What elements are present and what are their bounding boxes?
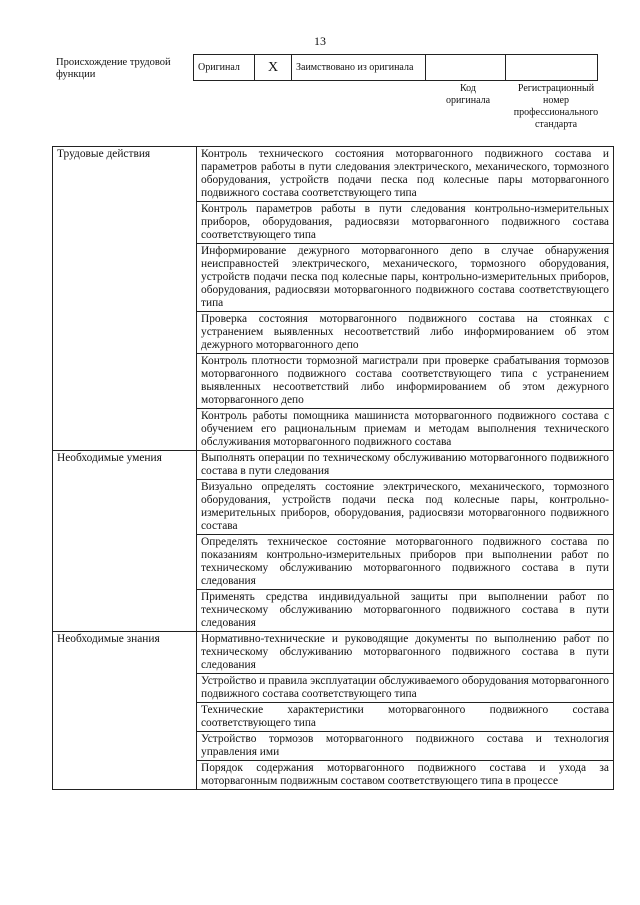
item-cell: Порядок содержания моторвагонного подвижного состава и ухода за моторвагонным подвижным составом соответствующего типа в процессе: [197, 761, 614, 790]
item-cell: Контроль плотности тормозной магистрали при проверке срабатывания тормозов моторвагонного подвижного состава соответствующего типа с устранением выявленных несоответствий либо информированием об этом дежурного моторвагонного депо: [197, 354, 614, 409]
category-cell: Необходимые умения: [53, 451, 197, 632]
original-cell: Оригинал: [194, 55, 255, 81]
item-cell: Выполнять операции по техническому обслуживанию моторвагонного подвижного состава в пути следования: [197, 451, 614, 480]
origin-table: [193, 54, 598, 81]
table-row: [53, 147, 614, 202]
item-cell: Определять техническое состояние моторвагонного подвижного состава по показаниям контрольно-измерительных приборов при выполнении работ по техническому обслуживанию моторвагонного подвижного состава в пути следования: [197, 535, 614, 590]
origin-label: Происхождение трудовой функции: [56, 57, 171, 80]
table-row: [53, 632, 614, 674]
code-cell: [426, 55, 506, 81]
item-cell: Применять средства индивидуальной защиты при выполнении работ по техническому обслуживанию моторвагонного подвижного состава в пути следования: [197, 590, 614, 632]
item-cell: Нормативно-технические и руководящие документы по выполнению работ по техническому обслуживанию моторвагонного подвижного состава в пути следования: [197, 632, 614, 674]
borrowed-cell: Заимствовано из оригинала: [292, 55, 426, 81]
item-cell: Технические характеристики моторвагонного подвижного состава соответствующего типа: [197, 703, 614, 732]
reg-number-cell: [506, 55, 598, 81]
item-cell: Проверка состояния моторвагонного подвижного состава на стоянках с устранением выявленных несоответствий либо информированием об этом дежурного моторвагонного депо: [197, 312, 614, 354]
table-row: [53, 451, 614, 480]
code-caption: Код оригинала: [445, 83, 491, 106]
function-table: [52, 146, 614, 790]
item-cell: Устройство тормозов моторвагонного подвижного состава и технология управления ими: [197, 732, 614, 761]
page-number: 13: [314, 34, 326, 48]
item-cell: Информирование дежурного моторвагонного депо в случае обнаружения неисправностей электрического, механического, тормозного оборудования, устройств подачи песка под колесные пары, контрольно-измерительных приборов, оборудования, радиосвязи моторвагонного подвижного состава соответствующего типа: [197, 244, 614, 312]
item-cell: Визуально определять состояние электрического, механического, тормозного оборудования, устройств подачи песка под колесные пары, контрольно-измерительных приборов, оборудования, радиосвязи моторвагонного подвижного состава: [197, 480, 614, 535]
item-cell: Контроль технического состояния моторвагонного подвижного состава и параметров работы в пути следования электрического, механического, тормозного оборудования, устройств подачи песка под колесные пары моторвагонного подвижного состава соответствующего типа: [197, 147, 614, 202]
reg-number-caption: Регистрационный номер профессионального стандарта: [513, 83, 599, 130]
item-cell: Устройство и правила эксплуатации обслуживаемого оборудования моторвагонного подвижного состава соответствующего типа: [197, 674, 614, 703]
original-mark: X: [255, 55, 292, 81]
category-cell: Необходимые знания: [53, 632, 197, 790]
item-cell: Контроль работы помощника машиниста моторвагонного подвижного состава с обучением его рациональным приемам и методам выполнения технического обслуживания моторвагонного подвижного состава: [197, 409, 614, 451]
item-cell: Контроль параметров работы в пути следования контрольно-измерительных приборов, оборудования, радиосвязи моторвагонного подвижного состава соответствующего типа: [197, 202, 614, 244]
category-cell: Трудовые действия: [53, 147, 197, 451]
